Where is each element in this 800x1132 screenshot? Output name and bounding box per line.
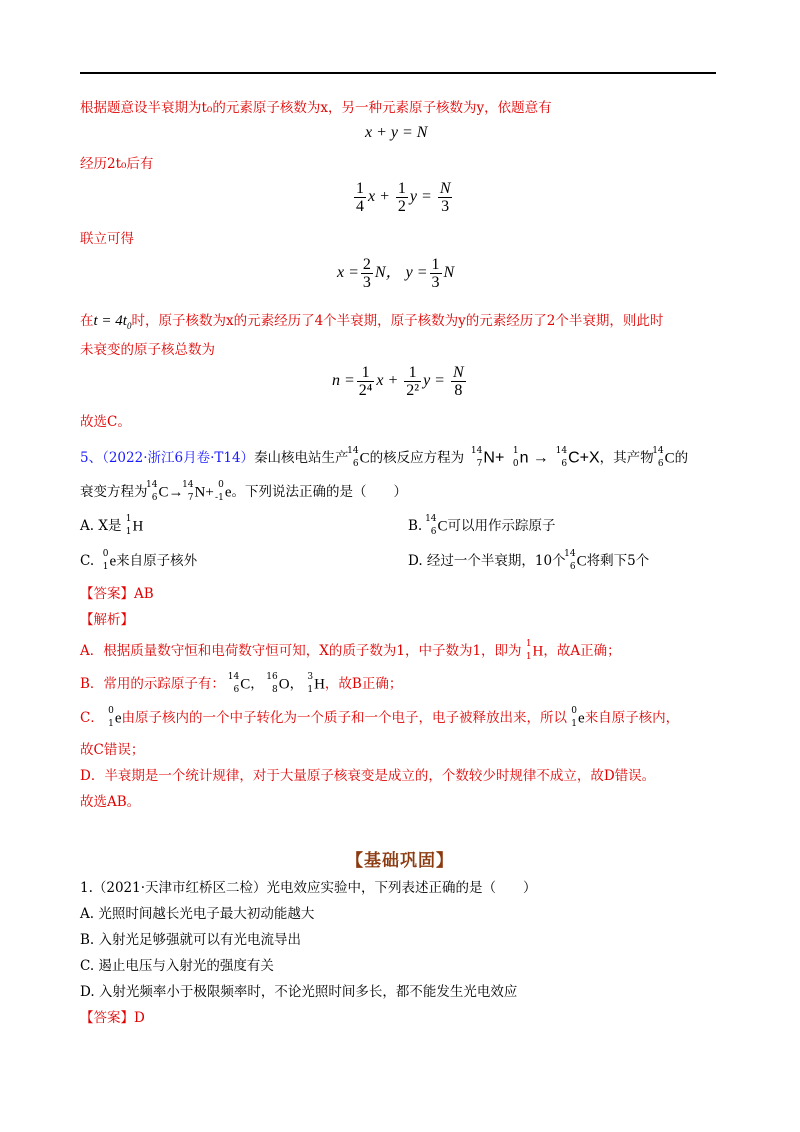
option-5b[interactable]: B. 14 6 C可以用作示踪原子 [408, 513, 556, 537]
analysis-line-2: 经历2t₀后有 [80, 156, 154, 172]
nuclide-n14-decay: 14 7 [182, 479, 194, 503]
nuclide-o16: 16 8 [266, 671, 278, 695]
nuclide-e-c2: 0 1 [571, 705, 578, 729]
formula-solution: x = $\frac{2}{3}$ N， y = $\frac{1}{3}$ N [337, 256, 455, 291]
nuclide-c14-b: 14 6 [652, 445, 664, 469]
nuclide-c14: 14 6 [347, 445, 359, 469]
option-5d[interactable]: D. 经过一个半衰期，10个 14 6 C将剩下5个 [408, 548, 650, 572]
option-1c[interactable]: C. 遏止电压与入射光的强度有关 [80, 958, 274, 974]
formula-sum: x + y = N [365, 124, 428, 141]
option-1d[interactable]: D. 入射光频率小于极限频率时，不论光照时间多长，都不能发生光电效应 [80, 984, 518, 1000]
question-5-stem-line-1: 5、（2022·浙江6月卷·T14）秦山核电站生产 14 6 C的核反应方程为 14 7 N+ 1 0 n → 14 6 C+X，其产物 14 6 C的 [80, 445, 689, 469]
analysis-5-c-cont: 故C错误； [80, 742, 145, 758]
nuclide-c14-product: 14 6 [555, 445, 568, 469]
answer-5: 【答案】AB [80, 586, 154, 602]
nuclide-electron: 0 -1 [215, 479, 224, 503]
option-5a[interactable]: A. X是 1 1 H [80, 513, 144, 537]
analysis-5-a: A．根据质量数守恒和电荷数守恒可知，X的质子数为1，中子数为1，即为 1 1 H，故A正确； [80, 638, 621, 662]
answer-1: 【答案】D [80, 1010, 145, 1026]
section-banner: 【基础巩固】 [346, 851, 454, 871]
nuclide-h1-a: 1 1 [525, 638, 532, 662]
analysis-5-d: D．半衰期是一个统计规律，对于大量原子核衰变是成立的，个数较少时规律不成立，故D错误。 [80, 768, 656, 784]
analysis-line-5: 未衰变的原子核总数为 [80, 342, 215, 358]
nuclide-n14: 14 7 [470, 445, 483, 469]
question-5-stem-line-2: 衰变方程为 14 6 C→ 14 7 N+ 0 -1 e。下列说法正确的是（ ） [80, 479, 407, 503]
formula-after-2t0: $\frac{1}{4}$ x + $\frac{1}{2}$ y = $\frac{N}{3}$ [356, 180, 451, 215]
nuclide-c14-b2: 14 6 [227, 671, 240, 695]
nuclide-neutron: 1 0 [512, 445, 519, 469]
analysis-line-1: 根据题意设半衰期为t₀的元素原子核数为x，另一种元素原子核数为y，依题意有 [80, 100, 552, 116]
option-5c[interactable]: C. 0 1 e来自原子核外 [80, 548, 198, 572]
option-1a[interactable]: A. 光照时间越长光电子最大初动能越大 [80, 906, 315, 922]
nuclide-c14-decay: 14 6 [146, 479, 158, 503]
analysis-conclusion: 故选C。 [80, 414, 131, 430]
analysis-line-3: 联立可得 [80, 231, 134, 247]
question-1-stem: 1.（2021·天津市红桥区二检）光电效应实验中，下列表述正确的是（ ） [80, 880, 537, 896]
nuclide-e-c1: 0 1 [108, 705, 114, 729]
nuclide-e-optc: 0 1 [102, 548, 109, 572]
formula-remaining: n = $\frac{1}{\text{2⁴}}$ x + $\frac{1}{\text{2²}}$ y = $\frac{N}{8}$ [332, 364, 464, 399]
analysis-5-b: B．常用的示踪原子有： 14 6 C， 16 8 O， 3 1 H，故B正确； [80, 671, 403, 695]
option-1b[interactable]: B. 入射光足够强就可以有光电流导出 [80, 932, 302, 948]
nuclide-c14-optd: 14 6 [564, 548, 576, 572]
analysis-line-4: 在$t = 4t_0$时，原子核数为x的元素经历了4个半衰期，原子核数为y的元素经历了2个半衰期，则此时 [80, 313, 664, 331]
nuclide-c14-optb: 14 6 [425, 513, 437, 537]
analysis-5-conclusion: 故选AB。 [80, 794, 141, 810]
analysis-5-label: 【解析】 [80, 612, 134, 628]
analysis-5-c: C． 0 1 e由原子核内的一个中子转化为一个质子和一个电子，电子被释放出来，所以 0 1 e来自原子核内， [80, 705, 680, 729]
header-rule [80, 72, 716, 74]
nuclide-h1: 1 1 [125, 513, 132, 537]
t-equals-4t0: $t = 4t_0$ [93, 313, 132, 331]
nuclide-h3: 3 1 [307, 671, 314, 695]
